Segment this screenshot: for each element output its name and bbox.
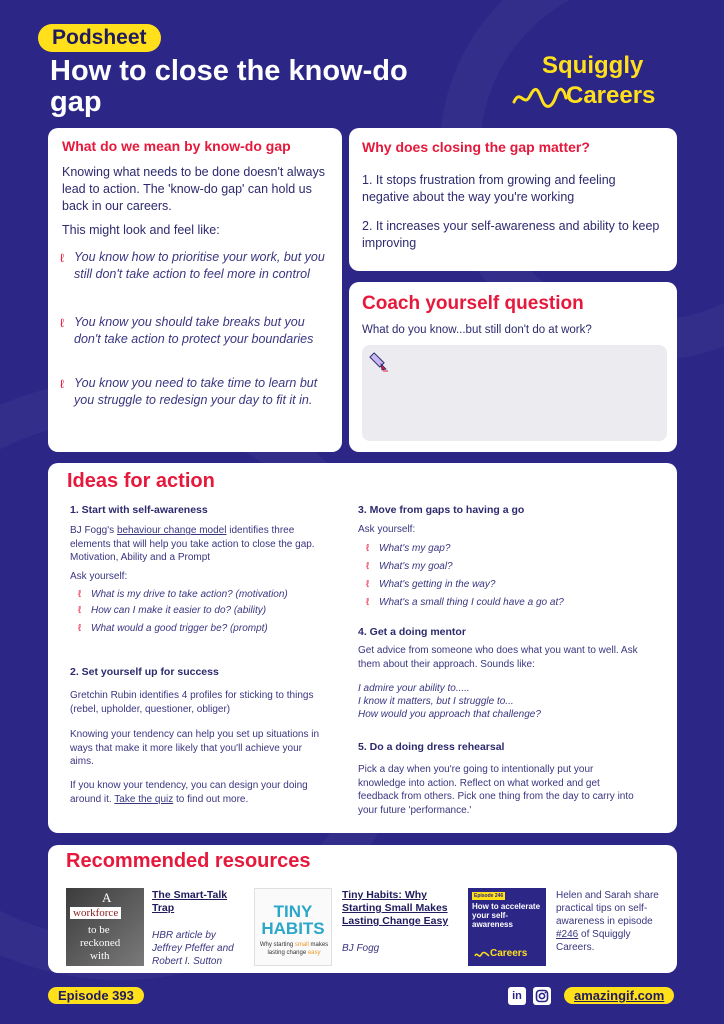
website-link[interactable]: amazingif.com [564,987,674,1004]
section-3-title: 3. Move from gaps to having a go [358,504,525,516]
list-item: ℓ You know you should take breaks but you don't take action to protect your boundaries [60,315,314,346]
list-item: ℓ You know how to prioritise your work, but you still don't take action to feel more in control [60,250,325,281]
smart-talk-trap-thumbnail[interactable]: A workforce to be reckoned with [66,888,144,966]
list-item: ℓ What's a small thing I could have a go at? [366,597,564,608]
section-2-p1: Gretchin Rubin identifies 4 profiles for sticking to things (rebel, upholder, questioner, obliger) [70,690,314,715]
know-do-gap-card [48,128,342,452]
mentor-quote: I know it matters, but I struggle to... [358,696,514,707]
pencil-icon [368,351,390,373]
section-1-title: 1. Start with self-awareness [70,504,208,516]
episode-246-link[interactable]: #246 [556,929,579,940]
squiggle-bullet-icon: ℓ [78,589,82,600]
list-item: ℓ What's my gap? [366,543,451,554]
tiny-habits-link[interactable]: Tiny Habits: Why Starting Small Makes Lasting Change Easy [342,889,449,927]
why-point-1: 1. It stops frustration from growing and feeling negative about the way you're working [362,173,616,204]
resource-meta: HBR article by Jeffrey Pfeffer and Robert I. Sutton [152,930,234,967]
section-1-ask: Ask yourself: [70,571,128,582]
squiggle-icon [512,84,568,110]
squiggle-bullet-icon: ℓ [78,623,82,634]
behaviour-change-model-link[interactable]: behaviour change model [116,525,227,536]
squiggle-bullet-icon: ℓ [78,605,82,616]
mentor-quote: I admire your ability to..... [358,683,470,694]
squiggle-bullet-icon: ℓ [60,251,64,265]
squiggle-bullet-icon: ℓ [366,543,370,554]
instagram-icon[interactable] [533,987,551,1005]
squiggle-bullet-icon: ℓ [366,579,370,590]
page-title: How to close the know-do gap [50,55,408,118]
section-4-title: 4. Get a doing mentor [358,626,466,638]
section-4-p1: Get advice from someone who does what you want to well. Ask them about their approach. Sounds like: [358,645,638,670]
episode-246-thumbnail[interactable]: Episode 246 How to accelerate your self-awareness Careers [468,888,546,966]
list-item: ℓ What is my drive to take action? (motivation) [78,589,288,600]
list-item: ℓ You know you need to take time to learn but you struggle to redesign your day to fit it in. [60,376,318,407]
coach-question: What do you know...but still don't do at work? [362,324,592,336]
coach-heading: Coach yourself question [362,293,584,314]
section-2-p3: If you know your tendency, you can design your doing around it. Take the quiz to find out more. [70,780,308,805]
squiggly-careers-logo [512,52,682,114]
why-point-2: 2. It increases your self-awareness and ability to keep improving [362,219,660,250]
list-item: ℓ How can I make it easier to do? (ability) [78,605,267,616]
mentor-quote: How would you approach that challenge? [358,709,541,720]
podsheet-badge: Podsheet [38,24,161,52]
list-item: ℓ What's getting in the way? [366,579,496,590]
answer-box[interactable] [362,345,667,441]
squiggle-bullet-icon: ℓ [60,377,64,391]
section-2-p2: Knowing your tendency can help you set up situations in ways that make it more likely that you'll achieve your aims. [70,729,320,767]
squiggle-bullet-icon: ℓ [366,561,370,572]
squiggle-icon [474,950,490,960]
logo-line2: Careers [566,82,656,109]
section-2-title: 2. Set yourself up for success [70,666,219,678]
know-do-lead: This might look and feel like: [62,223,220,237]
know-do-heading: What do we mean by know-do gap [62,138,291,154]
list-item: ℓ What's my goal? [366,561,453,572]
section-5-p1: Pick a day when you're going to intentionally put your knowledge into action. Reflect on what worked and get feedback from others. Pick one thing from the day to carry into your future 'performance.' [358,764,634,816]
section-3-ask: Ask yourself: [358,524,416,535]
take-the-quiz-link[interactable]: Take the quiz [114,793,174,805]
logo-line1: Squiggly [542,52,644,79]
squiggle-bullet-icon: ℓ [366,597,370,608]
why-heading: Why does closing the gap matter? [362,139,590,155]
recommended-resources-card [48,845,677,973]
coach-yourself-card [349,282,677,452]
tiny-habits-thumbnail[interactable]: TINY HABITS Why starting small makes lasting change easy [254,888,332,966]
smart-talk-trap-link[interactable]: The Smart-Talk Trap [152,889,228,914]
ideas-heading: Ideas for action [67,470,215,492]
linkedin-icon[interactable]: in [508,987,526,1005]
why-it-matters-card [349,128,677,271]
ideas-for-action-card [48,463,677,833]
section-1-text: BJ Fogg's behaviour change model identifies three elements that will help you take action to close the gap. Motivation, Ability and a Prompt [70,525,315,563]
resource-meta: BJ Fogg [342,943,380,954]
section-5-title: 5. Do a doing dress rehearsal [358,741,505,753]
squiggle-bullet-icon: ℓ [60,316,64,330]
list-item: ℓ What would a good trigger be? (prompt) [78,623,268,634]
resources-heading: Recommended resources [66,850,311,872]
episode-badge: Episode 393 [48,987,144,1004]
know-do-intro: Knowing what needs to be done doesn't always lead to action. The 'know-do gap' can hold us back in our careers. [62,165,325,213]
episode-246-text: Helen and Sarah share practical tips on self-awareness in episode #246 of Squiggly Careers. [556,890,659,953]
